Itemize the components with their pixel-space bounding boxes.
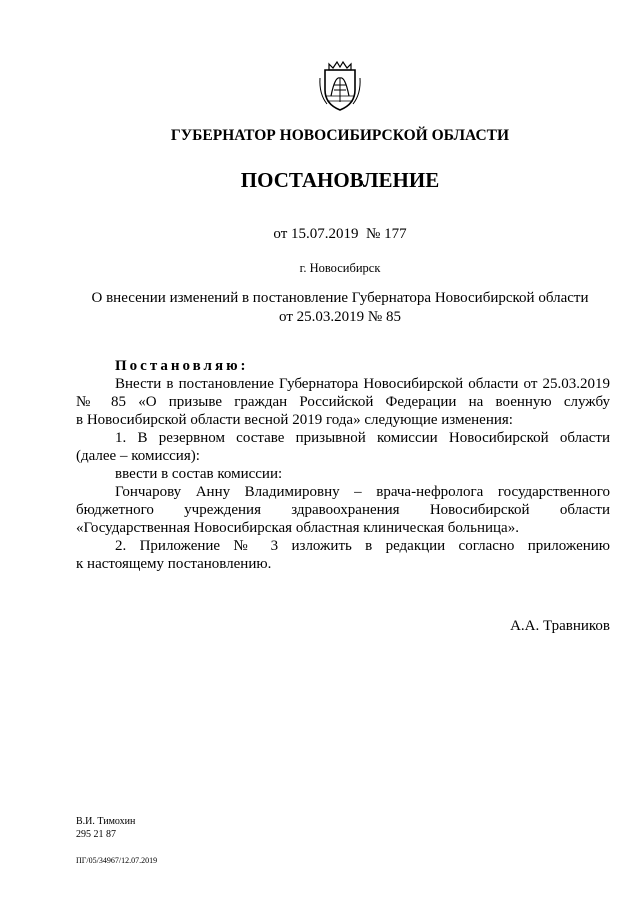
body-line: 2. Приложение № 3 изложить в редакции согласно приложению xyxy=(115,538,610,554)
coat-of-arms-icon xyxy=(317,60,363,112)
executor-name: В.И. Тимохин xyxy=(76,816,136,827)
resolve-heading: Постановляю: xyxy=(115,358,249,374)
body-line: бюджетного учреждения здравоохранения Новосибирской области xyxy=(76,502,610,518)
date-and-number: от 15.07.2019 № 177 xyxy=(273,226,407,242)
document-title xyxy=(40,289,640,327)
document-id: ПГ/05/34967/12.07.2019 xyxy=(76,856,158,865)
document-body xyxy=(76,357,610,573)
title-line: О внесении изменений в постановление Губернатора Новосибирской области xyxy=(91,290,589,306)
body-line: к настоящему постановлению. xyxy=(76,556,272,572)
body-line: Внести в постановление Губернатора Новосибирской области от 25.03.2019 xyxy=(115,376,610,392)
body-line: 1. В резервном составе призывной комиссии Новосибирской области xyxy=(115,430,610,446)
body-line: ввести в состав комиссии: xyxy=(115,466,283,482)
issuing-authority: ГУБЕРНАТОР НОВОСИБИРСКОЙ ОБЛАСТИ xyxy=(170,127,510,144)
body-line: «Государственная Новосибирская областная клиническая больница». xyxy=(76,520,519,536)
body-line: (далее – комиссия): xyxy=(76,448,200,464)
document-type: ПОСТАНОВЛЕНИЕ xyxy=(240,168,440,192)
city: г. Новосибирск xyxy=(299,261,381,275)
executor-phone: 295 21 87 xyxy=(76,829,116,840)
title-line: от 25.03.2019 № 85 xyxy=(279,309,401,325)
signatory: А.А. Травников xyxy=(510,618,610,634)
executor-info xyxy=(76,815,135,841)
body-line: Гончарову Анну Владимировну – врача-нефролога государственного xyxy=(115,484,610,500)
body-line: № 85 «О призыве граждан Российской Федерации на военную службу xyxy=(76,394,610,410)
body-line: в Новосибирской области весной 2019 года» следующие изменения: xyxy=(76,412,513,428)
